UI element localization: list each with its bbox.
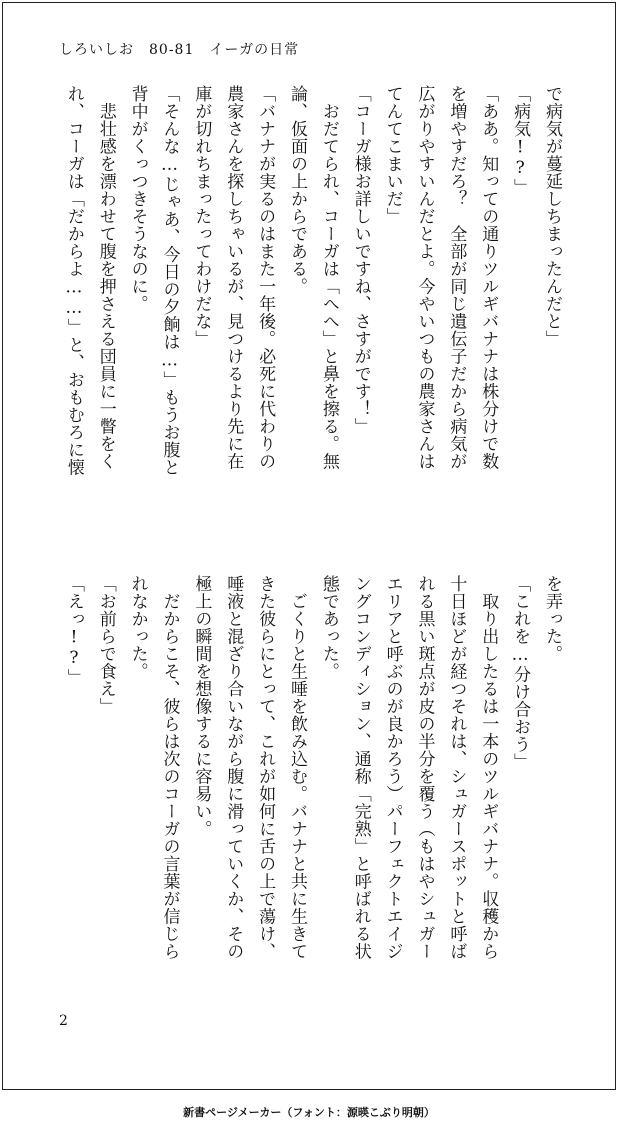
text-line: 農家さんを探しちゃいるが、見つけるより先に在 [223,85,244,470]
text-line: れ、コーガは「だからよ……」と、おもむろに懐 [63,85,84,476]
text-line: ングコンディション、通称「完熟」と呼ばれる状 [350,575,371,960]
text-line: 態であった。 [318,575,339,680]
text-line: 庫が切れちまったってわけだな」 [191,85,212,348]
text-line: 広がりやすいんだとよ。今やいつもの農家さんは [414,85,435,470]
text-line: 「ああ。知っての通りツルギバナナは株分けで数 [478,85,499,470]
text-line: 唾液と混ざり合いながら腹に滑っていくか、その [223,575,244,960]
page-header: しろいしお 80-81 イーガの日常 [59,42,300,58]
footer-credit: 新書ページメーカー（フォント：源暎こぶり明朝） [183,1106,435,1119]
text-line: 「病気!?」 [510,85,531,196]
text-line: 取り出したるは一本のツルギバナナ。収穫から [478,575,499,960]
text-line: 論、仮面の上からである。 [287,85,307,295]
text-block-top [59,85,569,525]
text-line: 「コーガ様お詳しいですね、さすがです！」 [350,85,371,435]
text-line: 「バナナが実るのはまた一年後。必死に代わりの [255,85,276,470]
text-line: 「そんな…じゃあ、今日の夕餉は…」もうお腹と [159,85,180,476]
text-line: 十日ほどが経つそれは、シュガースポットと呼ば [446,575,467,960]
text-line: れる黒い斑点が皮の半分を覆う（もはやシュガー [414,575,435,960]
text-line: おだてられ、コーガは「へへ」と鼻を擦る。無 [318,85,339,470]
text-line: ごくりと生唾を飲み込む。バナナと共に生きて [287,575,307,960]
text-line: 「これを…分け合おう」 [510,575,531,771]
text-line: エリアと呼ぶのが良かろう）パーフェクトエイジ [382,575,403,960]
text-line: 「えっ!?」 [63,575,84,686]
page [2,2,616,1090]
text-line: 「お前らで食え」 [95,575,116,715]
text-line: 極上の瞬間を想像するに容易い。 [191,575,212,838]
text-line: を増やすだろ？ 全部が同じ遺伝子だから病気が [446,85,467,470]
text-line: れなかった。 [127,575,148,680]
text-line: きた彼らにとって、これが如何に舌の上で蕩け、 [255,575,276,960]
text-line: てんてこまいだ」 [382,85,403,225]
text-line: で病気が蔓延しちまったんだと」 [542,85,562,348]
text-line: を弄った。 [542,575,562,663]
text-block-bottom [59,575,569,1015]
page-number: 2 [59,1013,68,1029]
text-line: 背中がくっつきそうなのに。 [127,85,148,313]
text-line: だからこそ、彼らは次のコーガの言葉が信じら [159,575,180,960]
text-line: 悲壮感を漂わせて腹を押さえる団員に一瞥をく [95,85,116,470]
